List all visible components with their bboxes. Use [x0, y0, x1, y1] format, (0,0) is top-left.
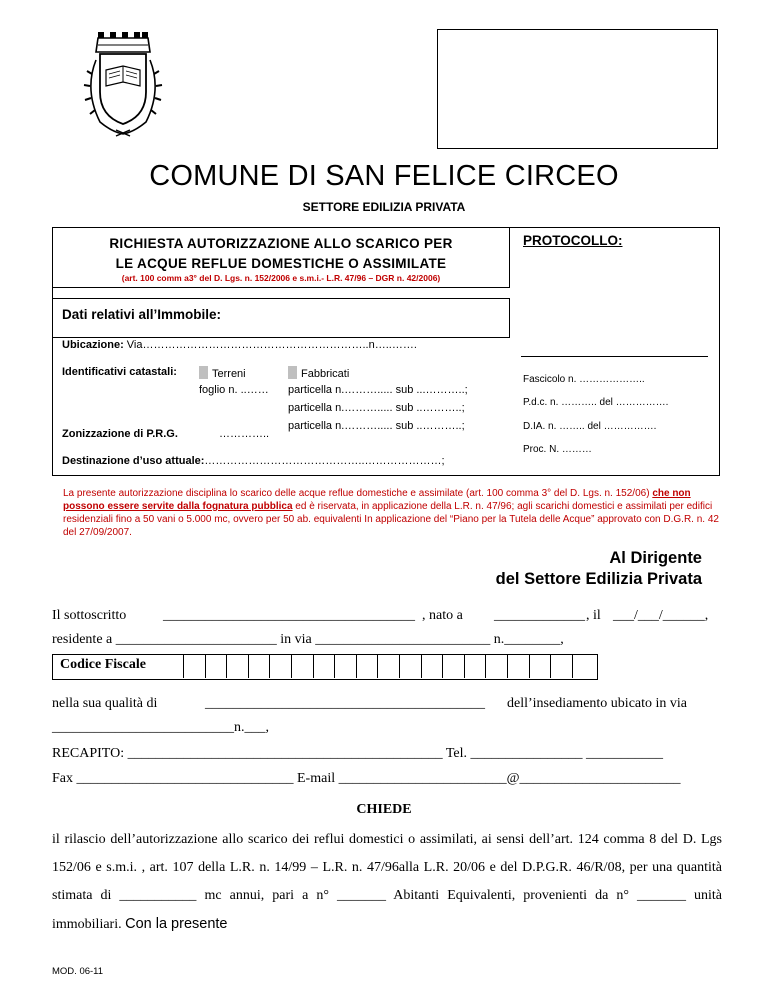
cf-cell[interactable]: [313, 654, 335, 678]
request-legal-note: (art. 100 comm a3° del D. Lgs. n. 152/2006 e s.m.i.- L.R. 47/96 – DGR n. 42/2006): [121, 273, 441, 283]
fabbricati-option[interactable]: [288, 366, 349, 380]
request-title-line1: RICHIESTA AUTORIZZAZIONE ALLO SCARICO PER: [109, 236, 453, 251]
cf-cell[interactable]: [421, 654, 443, 678]
destinazione-row: [62, 455, 445, 467]
particella-field-3[interactable]: particella n.………..... sub ..………..;: [288, 420, 465, 432]
fax-label: Fax: [52, 771, 73, 786]
email-label: E-mail: [297, 771, 336, 786]
scope-notice: [63, 487, 727, 539]
cf-cell[interactable]: [507, 654, 529, 678]
quantity-field[interactable]: ___________: [119, 888, 197, 903]
page-subtitle: SETTORE EDILIZIA PRIVATA: [302, 200, 466, 214]
via-field[interactable]: _________________________: [315, 632, 491, 647]
recapito-row: [52, 746, 663, 762]
ubicazione-field[interactable]: Via……………………………………………………..n…..…….: [126, 339, 417, 351]
page-title: COMUNE DI SAN FELICE CIRCEO: [149, 160, 619, 192]
in-via-label: in via: [280, 632, 312, 647]
particella-field-2[interactable]: particella n.………..... sub ..………..;: [288, 402, 465, 414]
foglio-field[interactable]: foglio n. ..……: [199, 384, 269, 396]
cf-cell[interactable]: [377, 654, 399, 678]
cf-cell[interactable]: [550, 654, 572, 678]
cf-cell[interactable]: [442, 654, 464, 678]
insediamento-via-row[interactable]: __________________________n.___,: [52, 720, 269, 735]
destinazione-label: Destinazione d’uso attuale:: [62, 455, 205, 467]
terreni-label: Terreni: [212, 368, 246, 380]
sottoscritto-label: Il sottoscritto: [52, 608, 127, 623]
request-title-line2: LE ACQUE REFLUE DOMESTICHE O ASSIMILATE: [115, 256, 447, 271]
request-body-part4: unità immobiliari.: [52, 888, 723, 932]
identificativi-label: Identificativi catastali:: [62, 366, 177, 378]
terreni-option[interactable]: [199, 366, 246, 380]
proc-field[interactable]: Proc. N. ………: [523, 444, 592, 455]
recipient-line1: Al Dirigente: [609, 549, 702, 567]
fabbricati-label: Fabbricati: [301, 368, 350, 380]
recapito-label: RECAPITO:: [52, 746, 125, 761]
sottoscritto-field[interactable]: ____________________________________: [163, 608, 415, 623]
residente-row: [52, 632, 564, 648]
request-body-part1: il rilascio dell’autorizzazione allo scarico dei reflui domestici o assimilati, ai sensi dell’art. 124 comma 8 del D. Lgs 152/06 e s.m.i. , art. 107 della L.R. n. 14/99 – L.R. n. 47/96alla L.R. 20/06 e del D.P.G.R. 46/R/08, per una quantità stimata di: [52, 832, 722, 903]
zonizzazione-field[interactable]: …………..: [219, 428, 270, 440]
scope-notice-emphasis: che non possono essere servite dalla fognatura pubblica: [63, 488, 691, 512]
scope-notice-part1: La presente autorizzazione disciplina lo scarico delle acque reflue domestiche e assimilate (art. 100 comma 3° del D. Lgs. n. 152/06): [63, 488, 653, 499]
recipient-line2: del Settore Edilizia Privata: [495, 570, 702, 588]
abitanti-field[interactable]: _______: [336, 888, 386, 903]
recapito-field[interactable]: _____________________________________________: [127, 746, 443, 761]
n-label: n.: [493, 632, 505, 647]
luogo-nascita-field[interactable]: _____________: [494, 608, 585, 623]
terreni-checkbox[interactable]: [199, 366, 208, 379]
cf-cell[interactable]: [464, 654, 486, 678]
codice-fiscale-label: Codice Fiscale: [60, 657, 146, 672]
chiede-heading: CHIEDE: [356, 802, 412, 817]
protocollo-divider: [521, 356, 708, 357]
cf-cell[interactable]: [291, 654, 313, 678]
tel-field[interactable]: ________________ ___________: [470, 746, 664, 761]
request-title: [52, 234, 510, 274]
cf-cell[interactable]: [269, 654, 291, 678]
nato-a-label: , nato a: [422, 608, 463, 623]
scope-notice-part2: ed è riservata, in applicazione della L.R. n. 47/96; agli scarichi domestici e assimilati per edifici residenziali fino a 50 vani o 5.000 mc, ovvero per 50 ab. equivalenti In applicazione del “Piano per la Tutela delle Acque” approvato con D.G.R. n. 42 del 27/09/2007.: [63, 501, 719, 538]
form-code: MOD. 06-11: [52, 966, 104, 977]
protocollo-label: PROTOCOLLO:: [523, 233, 623, 248]
at-sign: @: [506, 771, 520, 786]
pdc-field[interactable]: P.d.c. n. ……….. del …………….: [523, 397, 669, 408]
residenza-field[interactable]: _______________________: [115, 632, 277, 647]
cf-cell[interactable]: [334, 654, 356, 678]
request-body: [52, 826, 722, 939]
fax-field[interactable]: _______________________________: [76, 771, 294, 786]
stamp-box: [437, 29, 718, 149]
contact-row: [52, 771, 681, 787]
residente-label: residente a: [52, 632, 113, 647]
municipal-crest-icon: [78, 30, 168, 140]
fascicolo-field[interactable]: Fascicolo n. ………………..: [523, 374, 645, 385]
cf-cell[interactable]: [183, 654, 205, 678]
insediamento-label: dell’insediamento ubicato in via: [507, 696, 688, 711]
zonizzazione-label: Zonizzazione di P.R.G.: [62, 428, 178, 440]
civico-field[interactable]: ________,: [504, 632, 564, 647]
cf-cell[interactable]: [356, 654, 378, 678]
cf-cell[interactable]: [485, 654, 507, 678]
dati-immobile-title: Dati relativi all’Immobile:: [62, 307, 222, 322]
cf-cell[interactable]: [529, 654, 551, 678]
cf-cell[interactable]: [248, 654, 270, 678]
request-body-part5: Con la presente: [125, 916, 228, 932]
email-field[interactable]: ________________________@_______________________: [338, 771, 681, 786]
cf-cell[interactable]: [205, 654, 227, 678]
unita-field[interactable]: _______: [636, 888, 686, 903]
request-body-part3: Abitanti Equivalenti, provenienti da n°: [393, 888, 629, 903]
particella-field-1[interactable]: particella n.………..... sub ...………..;: [288, 384, 468, 396]
cf-cell[interactable]: [399, 654, 421, 678]
request-body-part2: mc annui, pari a n°: [204, 888, 329, 903]
data-nascita-field[interactable]: ___/___/______,: [613, 608, 709, 623]
cf-cell[interactable]: [226, 654, 248, 678]
codice-fiscale-cells[interactable]: [183, 654, 593, 678]
destinazione-field[interactable]: ……………………………………..…………………;: [204, 455, 445, 467]
ubicazione-row: [62, 339, 417, 351]
qualita-field[interactable]: ________________________________________: [205, 696, 485, 711]
tel-label: Tel.: [445, 746, 468, 761]
dia-field[interactable]: D.IA. n. …….. del …………….: [523, 421, 657, 432]
ubicazione-label: Ubicazione:: [62, 339, 124, 351]
il-label: , il: [586, 608, 601, 623]
cf-cell[interactable]: [572, 654, 594, 678]
insediamento-n-label: n.: [234, 720, 245, 735]
fabbricati-checkbox[interactable]: [288, 366, 297, 379]
qualita-label: nella sua qualità di: [52, 696, 158, 711]
